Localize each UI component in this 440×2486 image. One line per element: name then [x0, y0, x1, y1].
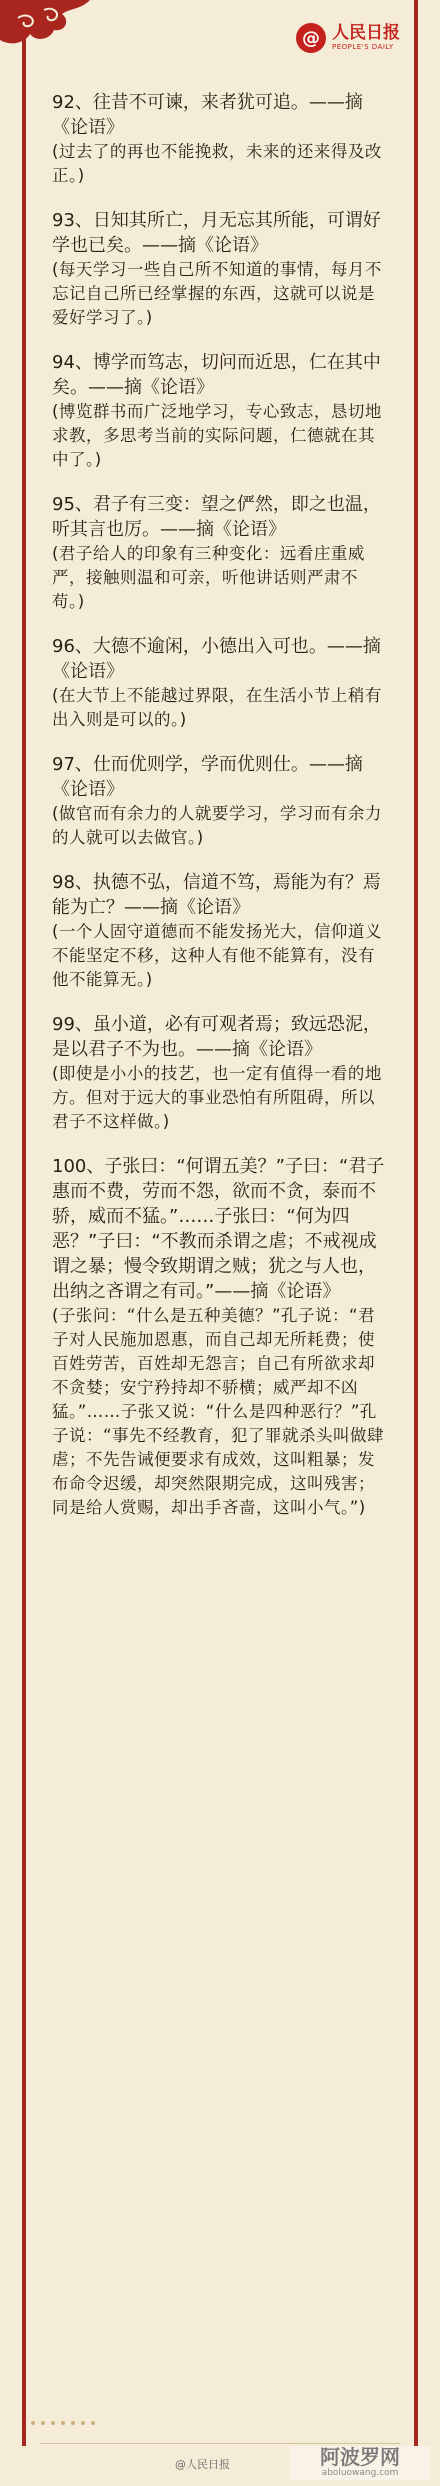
quote-text: 97、仕而优则学，学而优则仕。——摘《论语》 — [52, 754, 363, 800]
quote-text: 96、大德不逾闲，小德出入可也。——摘《论语》 — [52, 636, 381, 682]
footer-divider — [40, 2443, 400, 2444]
quote-text: 93、日知其所亡，月无忘其所能，可谓好学也已矣。——摘《论语》 — [52, 210, 381, 256]
quote-translation: (博览群书而广泛地学习，专心致志，恳切地求教，多思考当前的实际问题，仁德就在其中了。) — [52, 402, 382, 469]
quote-entry-99 — [52, 1012, 390, 1134]
quotes-list — [52, 90, 390, 1540]
quote-translation: (每天学习一些自己所不知道的事情，每月不忘记自己所已经掌握的东西，这就可以说是爱好学习了。) — [52, 260, 382, 327]
quote-text: 100、子张曰：“何谓五美？”子曰：“君子惠而不费，劳而不怨，欲而不贪，泰而不骄，威而不猛。”……子张曰：“何为四恶？”子曰：“不教而杀谓之虐；不戒视成谓之暴；慢令致期谓之贼；犹之与人也，出纳之吝谓之有司。”——摘《论语》 — [52, 1156, 385, 1302]
quote-text: 95、君子有三变：望之俨然，即之也温，听其言也厉。——摘《论语》 — [52, 494, 381, 540]
logo-chinese-text: 人民日报 — [332, 23, 400, 43]
quote-translation: (君子给人的印象有三种变化：远看庄重威严，接触则温和可亲，听他讲话则严肃不苟。) — [52, 544, 365, 611]
quote-text: 98、执德不弘，信道不笃，焉能为有？焉能为亡？——摘《论语》 — [52, 872, 381, 918]
peoples-daily-logo — [296, 18, 400, 58]
dots-decoration — [30, 2420, 100, 2426]
quote-translation: (一个人固守道德而不能发扬光大，信仰道义不能坚定不移，这种人有他不能算有，没有他不能算无。) — [52, 922, 382, 989]
quote-translation: (即使是小小的技艺，也一定有值得一看的地方。但对于远大的事业恐怕有所阻碍，所以君子不这样做。) — [52, 1064, 382, 1131]
quote-translation: (过去了的再也不能挽救，未来的还来得及改正。) — [52, 142, 382, 185]
quote-text: 92、往昔不可谏，来者犹可追。——摘《论语》 — [52, 92, 363, 138]
quote-entry-95 — [52, 492, 390, 614]
watermark-chinese: 阿波罗网 — [320, 2445, 400, 2469]
logo-english-text: PEOPLE'S DAILY — [332, 43, 394, 51]
quote-translation: (子张问：“什么是五种美德？”孔子说：“君子对人民施加恩惠，而自己却无所耗费；使百姓劳苦，百姓却无怨言；自己有所欲求却不贪婪；安宁矜持却不骄横；威严却不凶猛。”……子张又说：“什么是四种恶行？”孔子说：“事先不经教育，犯了罪就杀头叫做肆虐；不先告诫便要求有成效，这叫粗暴；发布命令迟缓，却突然限期完成，这叫残害；同是给人赏赐，却出手吝啬，这叫小气。”) — [52, 1306, 385, 1517]
quote-entry-92 — [52, 90, 390, 188]
watermark-url: aboluowang.com — [321, 2468, 399, 2478]
site-watermark — [290, 2446, 430, 2480]
quote-entry-98 — [52, 870, 390, 992]
quote-entry-100 — [52, 1154, 390, 1520]
quote-text: 94、博学而笃志，切问而近思，仁在其中矣。——摘《论语》 — [52, 352, 381, 398]
weibo-at-icon: @ — [296, 23, 326, 53]
quote-text: 99、虽小道，必有可观者焉；致远恐泥，是以君子不为也。——摘《论语》 — [52, 1014, 381, 1060]
weibo-source-tag: @人民日报 — [175, 2458, 230, 2471]
quote-entry-93 — [52, 208, 390, 330]
quote-entry-97 — [52, 752, 390, 850]
quote-entry-94 — [52, 350, 390, 472]
quote-entry-96 — [52, 634, 390, 732]
cloud-corner-decoration — [0, 0, 90, 70]
quote-translation: (在大节上不能越过界限，在生活小节上稍有出入则是可以的。) — [52, 686, 382, 729]
quote-translation: (做官而有余力的人就要学习，学习而有余力的人就可以去做官。) — [52, 804, 382, 847]
